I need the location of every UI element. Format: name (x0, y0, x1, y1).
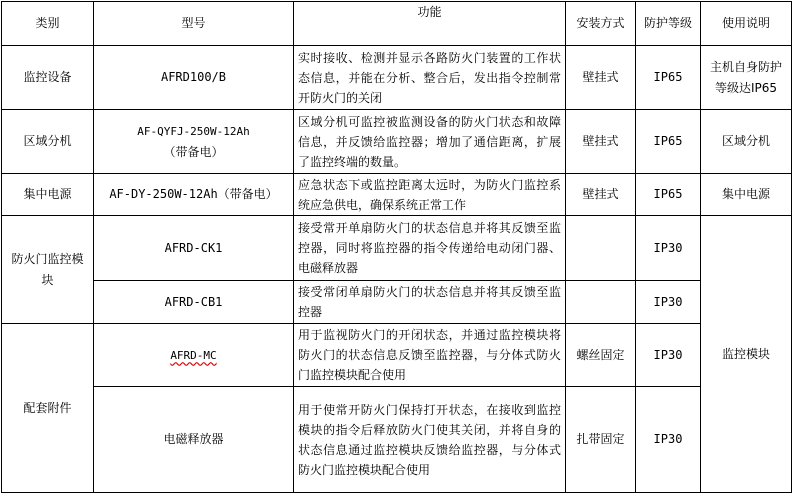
cell-model: AFRD100/B (94, 46, 294, 110)
cell-function: 接受常闭单扇防火门的状态信息并将其反馈至监控器 (294, 281, 566, 324)
cell-category: 区域分机 (2, 110, 94, 174)
table-row (2, 110, 792, 174)
cell-protection: IP65 (636, 110, 701, 174)
cell-category: 防火门监控模块 (2, 216, 94, 324)
cell-protection: IP30 (636, 387, 701, 493)
table-row (2, 46, 792, 110)
cell-install (566, 281, 636, 324)
cell-install: 扎带固定 (566, 387, 636, 493)
cell-notes: 主机自身防护等级达IP65 (701, 46, 792, 110)
cell-model-text: AFRD-MC (170, 348, 217, 362)
cell-model: 电磁释放器 (94, 387, 294, 493)
header-model: 型号 (94, 2, 294, 46)
cell-model: AFRD-CK1 (94, 216, 294, 281)
cell-category: 配套附件 (2, 324, 94, 493)
header-row (2, 2, 792, 46)
cell-model-line1: AF-QYFJ-250W-12Ah (137, 124, 250, 138)
table-row (2, 281, 792, 324)
cell-notes: 监控模块 (701, 216, 792, 493)
cell-model (94, 110, 294, 174)
header-install: 安装方式 (566, 2, 636, 46)
cell-install: 螺丝固定 (566, 324, 636, 387)
cell-notes: 集中电源 (701, 174, 792, 216)
cell-notes: 区域分机 (701, 110, 792, 174)
cell-function: 用于监视防火门的开闭状态，并通过监控模块将防火门的状态信息反馈至监控器，与分体式防火门监控模块配合使用 (294, 324, 566, 387)
header-notes: 使用说明 (701, 2, 792, 46)
cell-model-line2: （带备电） (163, 144, 224, 159)
table-row (2, 174, 792, 216)
cell-category: 集中电源 (2, 174, 94, 216)
cell-protection: IP30 (636, 281, 701, 324)
header-function: 功能 (294, 2, 566, 46)
cell-function: 区域分机可监控被监测设备的防火门状态和故障信息，并反馈给监控器；增加了通信距离，扩展了监控终端的数量。 (294, 110, 566, 174)
cell-model: AF-DY-250W-12Ah（带备电） (94, 174, 294, 216)
cell-protection: IP65 (636, 174, 701, 216)
cell-install: 壁挂式 (566, 110, 636, 174)
cell-install: 壁挂式 (566, 46, 636, 110)
cell-model: AFRD-CB1 (94, 281, 294, 324)
cell-category: 监控设备 (2, 46, 94, 110)
cell-install (566, 216, 636, 281)
table-row (2, 387, 792, 493)
header-category: 类别 (2, 2, 94, 46)
table-row (2, 324, 792, 387)
cell-function: 接受常开单扇防火门的状态信息并将其反馈至监控器，同时将监控器的指令传递给电动闭门器、电磁释放器 (294, 216, 566, 281)
cell-model (94, 324, 294, 387)
cell-install: 壁挂式 (566, 174, 636, 216)
cell-protection: IP65 (636, 46, 701, 110)
cell-protection: IP30 (636, 216, 701, 281)
cell-function: 应急状态下或监控距离太远时，为防火门监控系统应急供电，确保系统正常工作 (294, 174, 566, 216)
cell-function: 用于使常开防火门保持打开状态，在接收到监控模块的指令后释放防火门使其关闭，并将自身的状态信息通过监控模块反馈给监控器，与分体式防火门监控模块配合使用 (294, 387, 566, 493)
product-spec-table (1, 1, 792, 493)
cell-protection: IP30 (636, 324, 701, 387)
header-protection: 防护等级 (636, 2, 701, 46)
cell-function: 实时接收、检测并显示各路防火门装置的工作状态信息，并能在分析、整合后，发出指令控制常开防火门的关闭 (294, 46, 566, 110)
table-row (2, 216, 792, 281)
